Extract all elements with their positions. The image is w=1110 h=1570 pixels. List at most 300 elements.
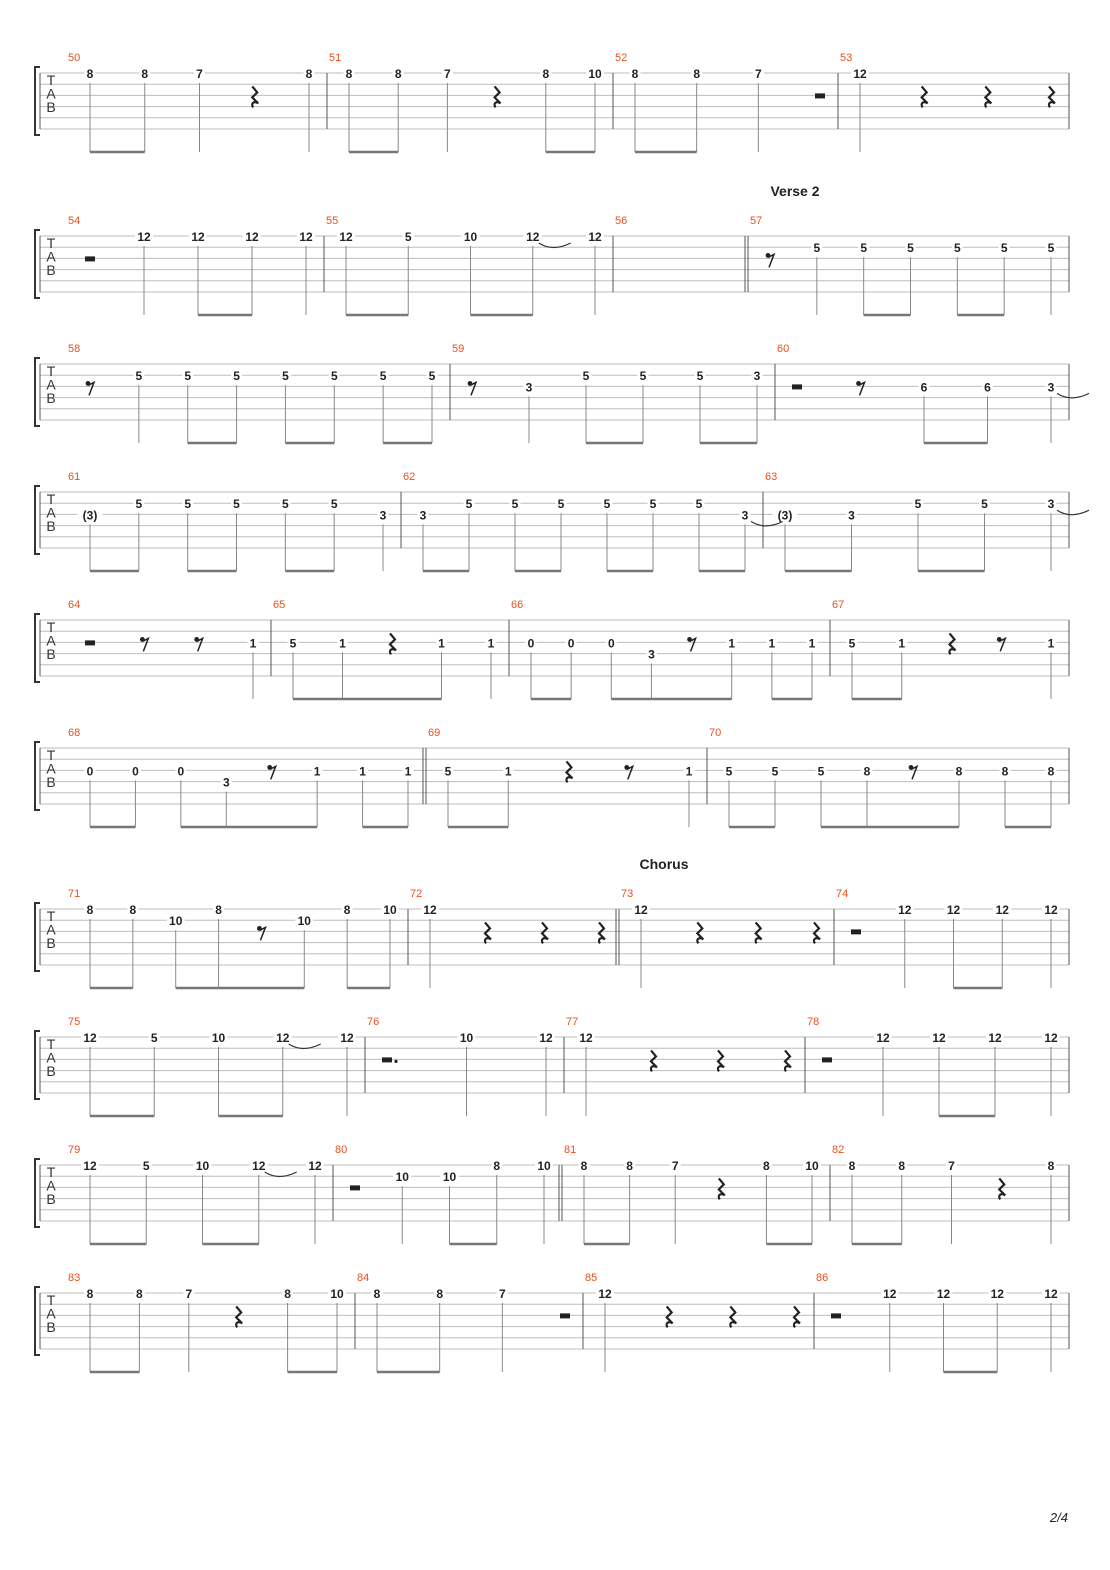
system-bracket: [35, 1159, 40, 1227]
system-bracket: [35, 1031, 40, 1099]
fret-number: 8: [763, 1159, 770, 1173]
fret-number: 7: [948, 1159, 955, 1173]
section-heading: Verse 2: [770, 183, 820, 199]
fret-number: 5: [142, 1159, 150, 1173]
fret-number: 3: [648, 647, 655, 662]
fret-number: 0: [86, 764, 94, 779]
measure-number: 52: [615, 52, 628, 64]
tab-clef-letter: A: [46, 376, 56, 393]
measure: [566, 1016, 791, 1116]
fret-number: 6: [984, 380, 991, 395]
fret-number: 10: [395, 1170, 409, 1185]
fret-number: 8: [86, 903, 94, 917]
fret-number: (3): [777, 508, 793, 523]
fret-number: 5: [1047, 241, 1055, 256]
fret-number: 12: [946, 903, 961, 917]
tab-clef-letter: A: [46, 504, 56, 521]
tab-clef-letter: B: [46, 1319, 56, 1335]
half-rest-icon: [85, 256, 95, 261]
fret-number: 12: [990, 1287, 1004, 1301]
measure: [403, 471, 783, 571]
fret-number: 1: [898, 636, 906, 651]
measure-number: 53: [840, 52, 853, 64]
tab-clef-letter: B: [46, 262, 56, 278]
eighth-rest-icon: [999, 638, 1005, 651]
quarter-rest-icon: [495, 86, 501, 107]
eighth-rest-icon: [259, 927, 265, 940]
eighth-rest-icon: [911, 766, 917, 779]
quarter-rest-icon: [785, 1050, 791, 1071]
fret-number: 5: [557, 497, 565, 512]
half-rest-icon: [822, 1057, 832, 1062]
fret-number: 12: [83, 1031, 97, 1045]
measure: [452, 343, 763, 443]
measure: [832, 599, 1057, 699]
measure: [68, 343, 438, 443]
fret-number: 8: [284, 1287, 291, 1301]
tab-clef-letter: A: [46, 1049, 56, 1066]
measure: [807, 1016, 1060, 1116]
fret-number: 5: [184, 497, 192, 512]
fret-number: 7: [498, 1287, 506, 1301]
fret-number: 8: [129, 903, 137, 917]
quarter-rest-icon: [1049, 86, 1055, 107]
fret-number: 0: [607, 636, 615, 651]
quarter-rest-icon: [949, 633, 955, 654]
system-bracket: [35, 230, 40, 298]
fret-number: 8: [580, 1159, 588, 1173]
fret-number: 0: [132, 764, 139, 779]
fret-number: 5: [444, 764, 452, 779]
quarter-rest-icon: [485, 922, 491, 943]
fret-number: 8: [542, 67, 550, 81]
measure-number: 71: [68, 888, 81, 900]
system-bracket: [35, 903, 40, 971]
measure-number: 69: [428, 727, 441, 739]
fret-number: 3: [379, 508, 387, 523]
measure: [840, 52, 1055, 152]
fret-number: 8: [493, 1159, 501, 1173]
fret-number: 3: [1047, 497, 1055, 512]
fret-number: 1: [728, 636, 736, 651]
fret-number: 5: [771, 764, 779, 779]
fret-number: 12: [598, 1287, 612, 1301]
measure-number: 60: [777, 343, 790, 355]
eighth-rest-icon: [270, 766, 276, 779]
measure-number: 74: [836, 888, 849, 900]
fret-number: 5: [428, 369, 436, 384]
fret-number: 8: [863, 764, 871, 779]
measure: [329, 52, 604, 152]
fret-number: 8: [345, 67, 353, 81]
fret-number: 5: [233, 497, 240, 512]
measure-number: 76: [367, 1016, 380, 1028]
half-rest-icon: [85, 640, 95, 645]
fret-number: 12: [340, 1031, 354, 1045]
quarter-rest-icon: [566, 761, 572, 782]
tab-clef-letter: A: [46, 921, 56, 938]
fret-number: 12: [299, 230, 313, 244]
fret-number: 10: [459, 1031, 474, 1045]
quarter-rest-icon: [236, 1306, 242, 1327]
measure: [68, 1016, 356, 1116]
tab-clef-letter: T: [46, 235, 56, 251]
fret-number: 8: [373, 1287, 381, 1301]
tab-system: [35, 471, 1089, 571]
fret-number: 5: [289, 636, 297, 651]
measure: [68, 1144, 324, 1244]
measure: [273, 599, 497, 699]
measure: [367, 1016, 555, 1116]
measure: [68, 52, 315, 152]
fret-number: 10: [537, 1159, 551, 1173]
measure: [68, 888, 399, 988]
measure: [68, 727, 414, 827]
page-number: 2/4: [1049, 1510, 1068, 1525]
tab-clef-letter: B: [46, 1191, 56, 1207]
fret-number: 0: [177, 764, 185, 779]
system-bracket: [35, 67, 40, 135]
measure-number: 77: [566, 1016, 579, 1028]
tab-clef-letter: B: [46, 518, 56, 534]
measure: [326, 215, 604, 315]
quarter-rest-icon: [794, 1306, 800, 1327]
measure-number: 80: [335, 1144, 348, 1156]
measure-number: 78: [807, 1016, 820, 1028]
tab-clef-letter: B: [46, 99, 56, 115]
fret-number: 3: [222, 775, 230, 790]
quarter-rest-icon: [697, 922, 703, 943]
quarter-rest-icon: [756, 922, 762, 943]
fret-number: 12: [339, 230, 353, 244]
fret-number: 5: [511, 497, 519, 512]
quarter-rest-icon: [542, 922, 548, 943]
tab-clef-letter: T: [46, 491, 56, 507]
measure-number: 57: [750, 215, 763, 227]
fret-number: 12: [1044, 1287, 1058, 1301]
tab-clef-letter: T: [46, 1164, 56, 1180]
fret-number: 12: [252, 1159, 266, 1173]
fret-number: 3: [525, 380, 533, 395]
fret-number: 12: [308, 1159, 322, 1173]
fret-number: 10: [169, 914, 183, 929]
fret-number: 8: [141, 67, 149, 81]
fret-number: 3: [1047, 380, 1055, 395]
measure: [615, 215, 627, 227]
measure-number: 86: [816, 1272, 829, 1284]
quarter-rest-icon: [667, 1306, 673, 1327]
system-bracket: [35, 486, 40, 554]
half-rest-icon: [350, 1185, 360, 1190]
tab-system: [35, 888, 1069, 988]
fret-number: 5: [282, 369, 289, 384]
fret-number: 0: [527, 636, 535, 651]
tab-system: [35, 52, 1069, 152]
tab-clef-letter: A: [46, 760, 56, 777]
fret-number: 5: [1000, 241, 1008, 256]
quarter-rest-icon: [719, 1178, 725, 1199]
fret-number: 12: [853, 67, 867, 81]
fret-number: 10: [383, 903, 397, 917]
fret-number: 12: [995, 903, 1009, 917]
fret-number: 5: [817, 764, 825, 779]
measure: [559, 1144, 821, 1244]
measure-number: 82: [832, 1144, 845, 1156]
quarter-rest-icon: [999, 1178, 1005, 1199]
fret-number: 12: [898, 903, 912, 917]
fret-number: 12: [883, 1287, 897, 1301]
section-heading: Chorus: [639, 856, 689, 872]
tab-clef-letter: B: [46, 390, 56, 406]
measure-number: 68: [68, 727, 81, 739]
fret-number: 12: [1044, 1031, 1058, 1045]
measure-number: 54: [68, 215, 81, 227]
eighth-rest-icon: [627, 766, 633, 779]
fret-number: 5: [695, 497, 703, 512]
tab-clef-letter: B: [46, 646, 56, 662]
fret-number: 12: [988, 1031, 1002, 1045]
fret-number: (3): [82, 508, 98, 523]
tab-clef-letter: B: [46, 935, 56, 951]
fret-number: 8: [86, 1287, 94, 1301]
fret-number: 1: [1047, 636, 1055, 651]
tab-clef-letter: A: [46, 1177, 56, 1194]
eighth-rest-icon: [88, 382, 94, 395]
system-bracket: [35, 1287, 40, 1355]
fret-number: 1: [404, 764, 412, 779]
measure: [335, 1144, 553, 1244]
measure-number: 67: [832, 599, 845, 611]
measure-number: 64: [68, 599, 81, 611]
fret-number: 0: [567, 636, 575, 651]
fret-number: 5: [404, 230, 412, 244]
quarter-rest-icon: [252, 86, 258, 107]
fret-number: 10: [442, 1170, 457, 1185]
fret-number: 8: [136, 1287, 143, 1301]
fret-number: 3: [419, 508, 427, 523]
measure-number: 73: [621, 888, 634, 900]
measure-number: 58: [68, 343, 81, 355]
fret-number: 12: [579, 1031, 593, 1045]
fret-number: 10: [211, 1031, 226, 1045]
fret-number: 5: [639, 369, 647, 384]
measure-number: 84: [357, 1272, 370, 1284]
fret-number: 5: [135, 369, 143, 384]
quarter-rest-icon: [985, 86, 991, 107]
tab-clef-letter: A: [46, 85, 56, 102]
fret-number: 12: [276, 1031, 290, 1045]
system-bracket: [35, 358, 40, 426]
fret-number: 7: [754, 67, 762, 81]
measure-number: 79: [68, 1144, 81, 1156]
measure: [68, 1272, 346, 1372]
eighth-rest-icon: [859, 382, 865, 395]
system-bracket: [35, 614, 40, 682]
measure: [709, 727, 1057, 827]
tab-clef-letter: T: [46, 1036, 56, 1052]
fret-number: 8: [1001, 764, 1009, 779]
fret-number: 12: [932, 1031, 946, 1045]
measure-number: 61: [68, 471, 81, 483]
half-rest-icon: [792, 384, 802, 389]
measure-number: 72: [410, 888, 423, 900]
fret-number: 7: [444, 67, 451, 81]
measure: [585, 1272, 800, 1372]
fret-number: 8: [436, 1287, 444, 1301]
half-rest-icon: [382, 1057, 392, 1062]
fret-number: 8: [394, 67, 402, 81]
tab-clef-letter: B: [46, 774, 56, 790]
tab-clef-letter: A: [46, 248, 56, 265]
fret-number: 12: [83, 1159, 97, 1173]
fret-number: 12: [634, 903, 648, 917]
fret-number: 1: [249, 636, 257, 651]
fret-number: 5: [696, 369, 704, 384]
fret-number: 1: [808, 636, 816, 651]
fret-number: 5: [135, 497, 143, 512]
eighth-rest-icon: [142, 638, 148, 651]
measure: [616, 888, 820, 988]
measure: [68, 471, 389, 571]
fret-number: 12: [245, 230, 259, 244]
fret-number: 1: [313, 764, 321, 779]
fret-number: 5: [184, 369, 192, 384]
fret-number: 7: [671, 1159, 679, 1173]
measure-number: 70: [709, 727, 722, 739]
fret-number: 5: [907, 241, 914, 256]
half-rest-icon: [831, 1313, 841, 1318]
fret-number: 8: [343, 903, 351, 917]
measure: [745, 215, 1057, 315]
measure-number: 81: [564, 1144, 577, 1156]
tab-clef-letter: A: [46, 1305, 56, 1322]
fret-number: 8: [955, 764, 963, 779]
fret-number: 3: [848, 508, 855, 523]
fret-number: 8: [693, 67, 701, 81]
tab-clef-letter: T: [46, 363, 56, 379]
fret-number: 12: [539, 1031, 553, 1045]
fret-number: 8: [631, 67, 639, 81]
quarter-rest-icon: [718, 1050, 724, 1071]
tab-system: [35, 1016, 1069, 1116]
quarter-rest-icon: [922, 86, 928, 107]
fret-number: 1: [487, 636, 495, 651]
fret-number: 10: [330, 1287, 344, 1301]
tab-clef-letter: T: [46, 72, 56, 88]
fret-number: 5: [150, 1031, 158, 1045]
fret-number: 1: [504, 764, 512, 779]
fret-number: 5: [465, 497, 473, 512]
measure-number: 55: [326, 215, 339, 227]
measure-number: 85: [585, 1272, 598, 1284]
fret-number: 1: [359, 764, 366, 779]
tab-clef-letter: T: [46, 747, 56, 763]
fret-number: 8: [1047, 1159, 1055, 1173]
fret-number: 12: [1044, 903, 1058, 917]
fret-number: 10: [297, 914, 311, 929]
fret-number: 8: [898, 1159, 906, 1173]
tab-clef-letter: T: [46, 908, 56, 924]
fret-number: 1: [339, 636, 346, 651]
fret-number: 5: [649, 497, 657, 512]
fret-number: 5: [330, 369, 338, 384]
fret-number: 5: [379, 369, 387, 384]
fret-number: 12: [191, 230, 205, 244]
half-rest-icon: [851, 929, 861, 934]
fret-number: 12: [936, 1287, 951, 1301]
eighth-rest-icon: [470, 382, 476, 395]
quarter-rest-icon: [651, 1050, 657, 1071]
tab-system: [35, 1144, 1069, 1244]
tab-system: [35, 599, 1069, 699]
measure: [832, 1144, 1057, 1244]
fret-number: 12: [137, 230, 151, 244]
eighth-rest-icon: [690, 638, 696, 651]
measure-number: 51: [329, 52, 342, 64]
fret-number: 12: [423, 903, 437, 917]
tab-system: [35, 727, 1069, 827]
eighth-rest-icon: [768, 254, 774, 267]
fret-number: 5: [860, 241, 868, 256]
fret-number: 12: [588, 230, 602, 244]
tab-system: [35, 1272, 1069, 1372]
tab-clef-letter: A: [46, 632, 56, 649]
half-rest-icon: [815, 93, 825, 98]
fret-number: 5: [582, 369, 590, 384]
fret-number: 8: [848, 1159, 856, 1173]
measure: [68, 599, 259, 699]
system-bracket: [35, 742, 40, 810]
fret-number: 5: [330, 497, 338, 512]
measure-number: 50: [68, 52, 81, 64]
dot-icon: [394, 1060, 397, 1063]
measure: [765, 471, 1089, 571]
fret-number: 1: [685, 764, 693, 779]
fret-number: 10: [588, 67, 602, 81]
measure: [423, 727, 695, 827]
measure: [615, 52, 825, 152]
tab-system: [35, 215, 1069, 315]
fret-number: 10: [463, 230, 478, 244]
quarter-rest-icon: [599, 922, 605, 943]
tab-clef-letter: T: [46, 1292, 56, 1308]
fret-number: 5: [233, 369, 240, 384]
quarter-rest-icon: [390, 633, 396, 654]
fret-number: 5: [813, 241, 821, 256]
fret-number: 5: [914, 497, 922, 512]
measure-number: 65: [273, 599, 286, 611]
measure-number: 62: [403, 471, 416, 483]
measure-number: 83: [68, 1272, 81, 1284]
measure-number: 56: [615, 215, 628, 227]
measure-number: 75: [68, 1016, 81, 1028]
measure: [777, 343, 1089, 443]
tab-system: [35, 343, 1089, 443]
fret-number: 8: [1047, 764, 1055, 779]
fret-number: 5: [848, 636, 856, 651]
measure: [816, 1272, 1060, 1372]
eighth-rest-icon: [197, 638, 203, 651]
half-rest-icon: [560, 1313, 570, 1318]
quarter-rest-icon: [814, 922, 820, 943]
fret-number: 5: [725, 764, 733, 779]
fret-number: 8: [626, 1159, 633, 1173]
fret-number: 8: [215, 903, 222, 917]
measure: [511, 599, 818, 699]
fret-number: 12: [526, 230, 540, 244]
measure: [68, 215, 315, 315]
fret-number: 10: [195, 1159, 210, 1173]
